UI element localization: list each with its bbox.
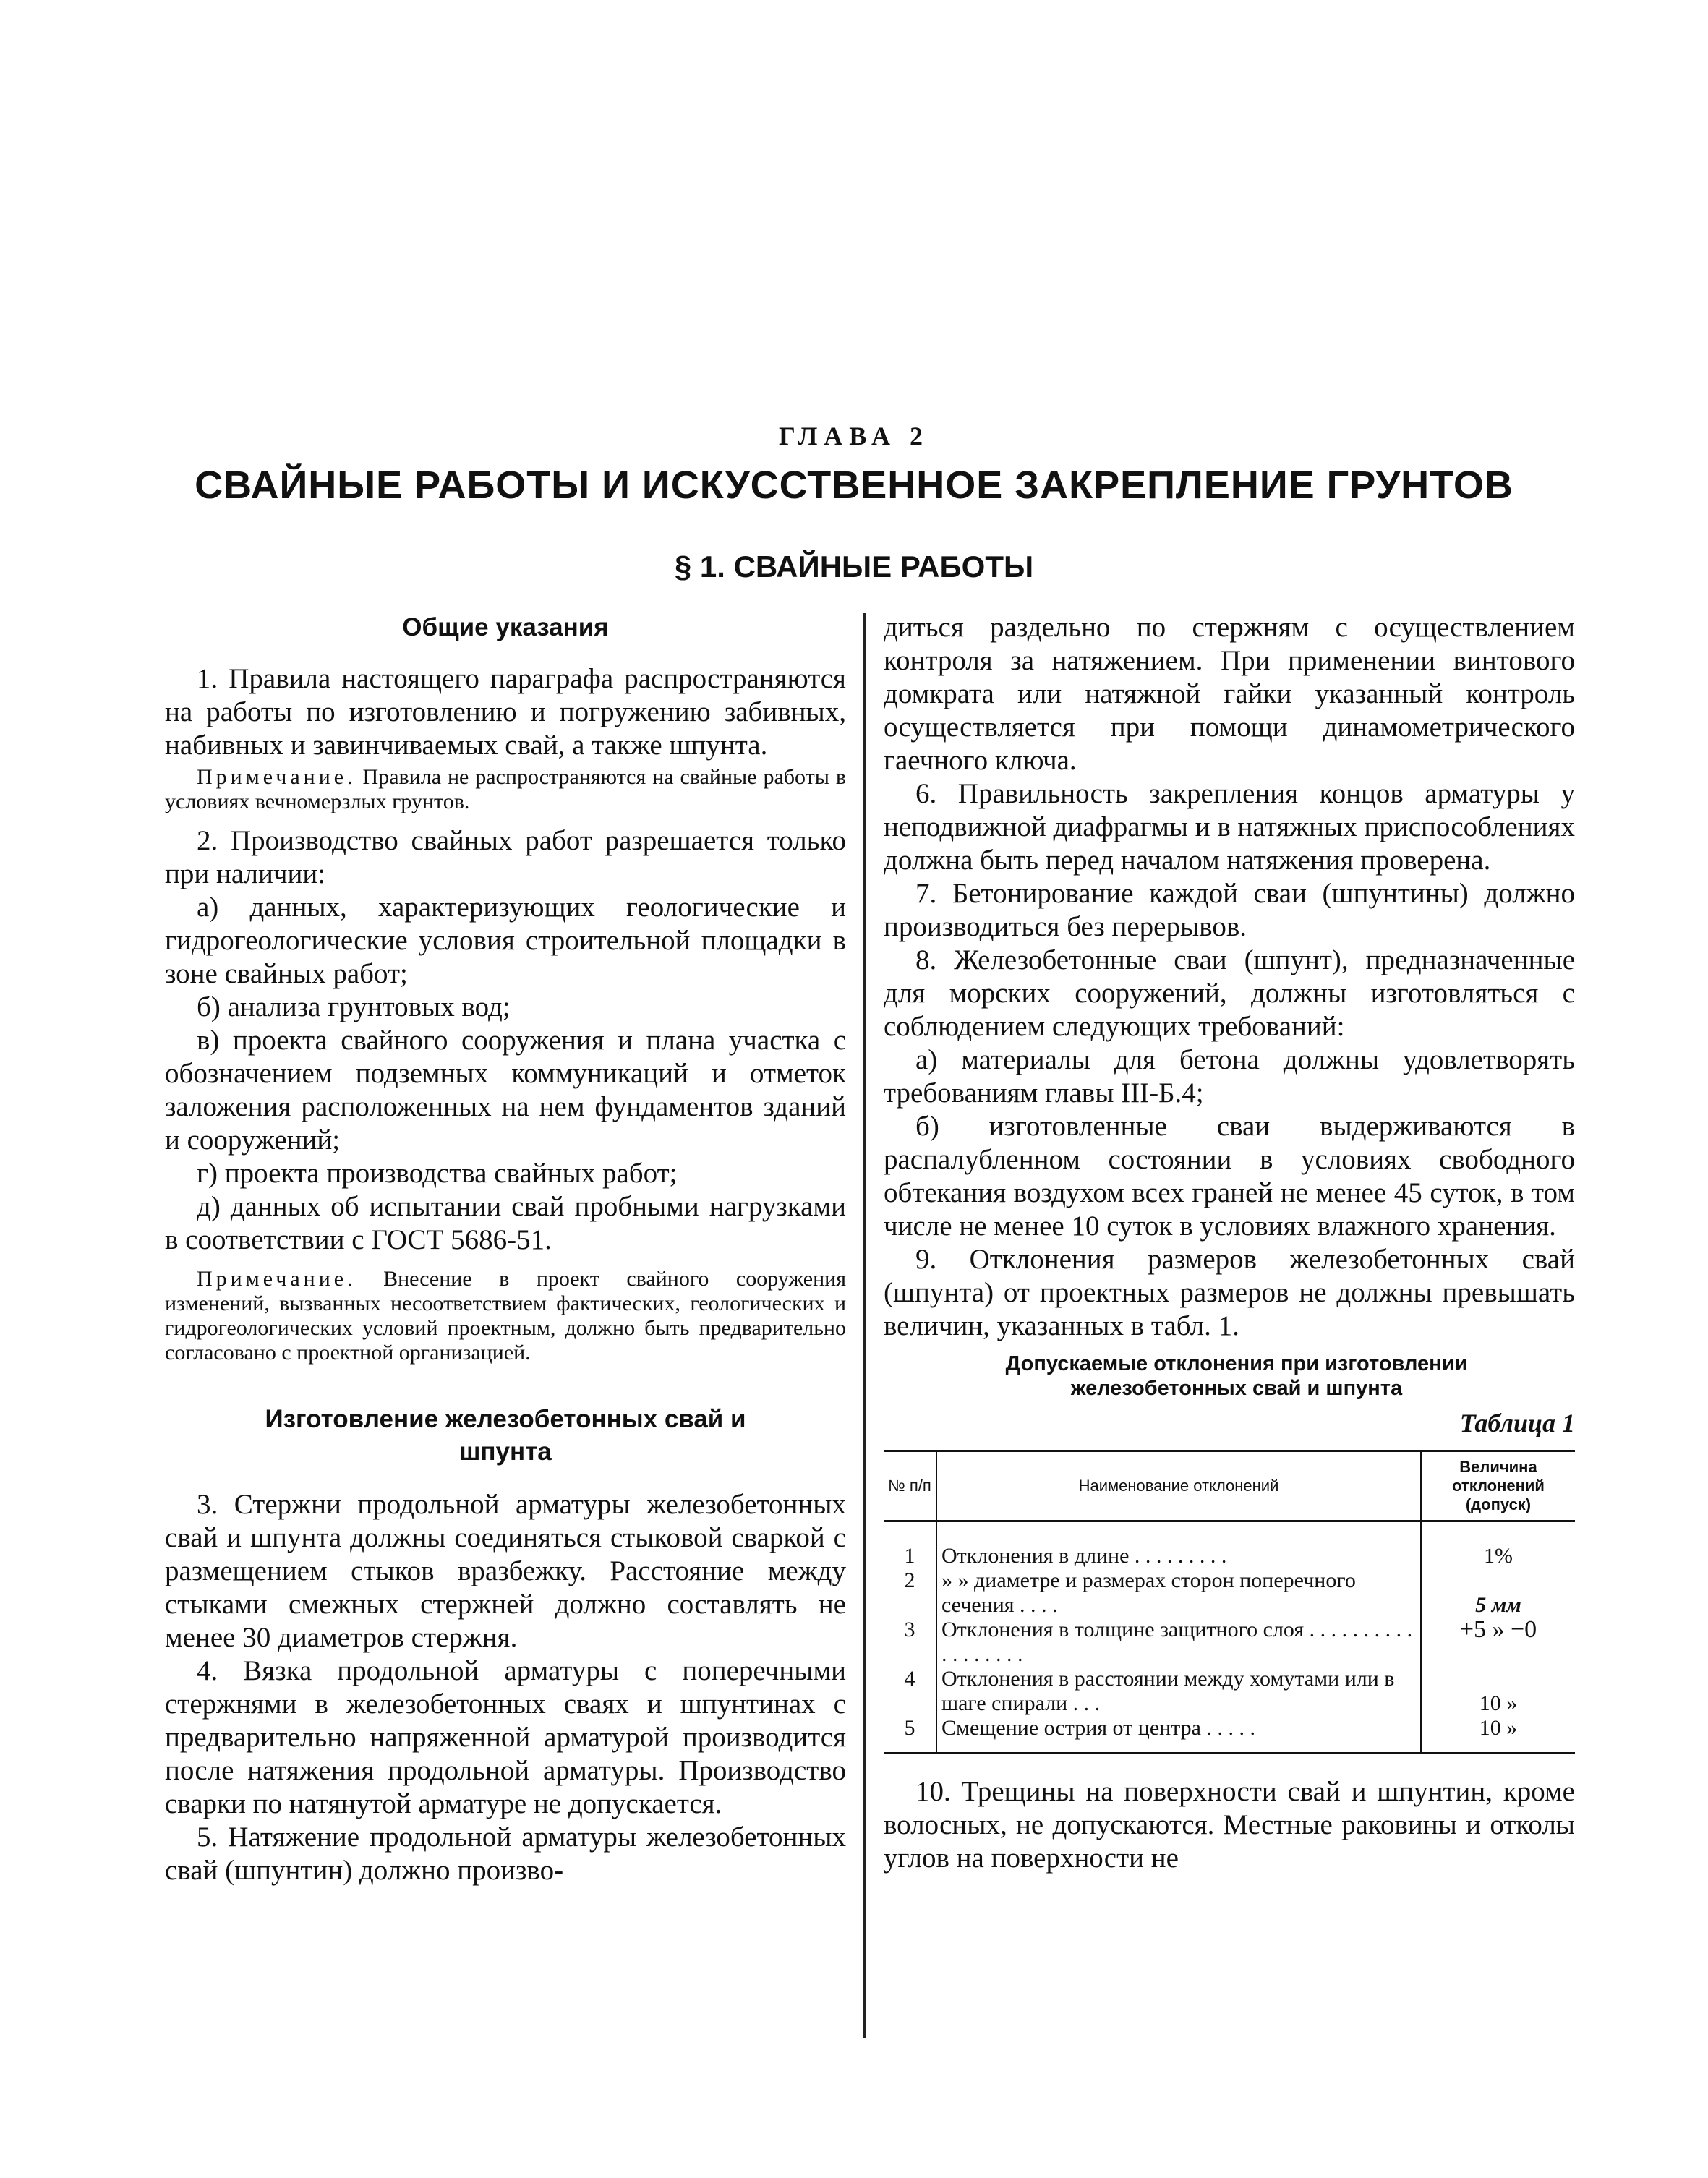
section-heading: § 1. СВАЙНЫЕ РАБОТЫ [674,550,1034,584]
row-value: 5 мм [1475,1593,1521,1617]
paragraph-7: 7. Бетонирование каждой сваи (шпунтины) должно производиться без перерывов. [884,878,1575,942]
paragraph-8b: б) изготовленные сваи выдерживаются в распалубленном состоянии в условиях свободного обтекания воздухом всех граней не менее 45 суток, в том числе не менее 10 суток в условиях влажного хранения. [884,1111,1575,1242]
paragraph-5: 5. Натяжение продольной арматуры железобетонных свай (шпунтин) должно произво- [165,1822,846,1886]
paragraph-9: 9. Отклонения размеров железобетонных свай (шпунта) от проектных размеров не должны превышать величин, указанных в табл. 1. [884,1244,1575,1341]
right-column [884,611,1575,1875]
row-description: Смещение острия от центра . . . . . [936,1716,1421,1753]
left-column [165,611,846,1887]
row-value: 10 » [1479,1691,1518,1715]
row-number: 3 [884,1618,936,1667]
note-text: Внесение в проект свайного сооружения изменений, вызванных несоответствием фактических, геологических и гидрогеологических условий проектным, должно быть предварительно согласовано с проектной организацией. [165,1267,846,1365]
chapter-title: СВАЙНЫЕ РАБОТЫ И ИСКУССТВЕННОЕ ЗАКРЕПЛЕНИЕ ГРУНТОВ [195,464,1513,507]
row-description: Отклонения в длине . . . . . . . . . [936,1521,1421,1569]
row-number: 2 [884,1568,936,1618]
row-value: 1% [1484,1544,1513,1568]
note-1 [165,765,846,814]
row-number: 1 [884,1521,936,1569]
table-row [884,1667,1575,1716]
row-number: 4 [884,1667,936,1716]
subheading-manufacturing: Изготовление железобетонных свай и шпунта [265,1405,746,1466]
row-description: Отклонения в толщине защитного слоя . . . . . . . . . . . . . . . . . . [936,1618,1421,1667]
paragraph-1: 1. Правила настоящего параграфа распространяются на работы по изготовлению и погружению забивных, набивных и завинчиваемых свай, а также шпунта. [165,663,846,761]
table-row [884,1568,1575,1618]
note-label: Примечание. [197,765,356,789]
row-number: 5 [884,1716,936,1753]
paragraph-2d: г) проекта производства свайных работ; [197,1158,678,1189]
table-header-row [884,1451,1575,1521]
chapter-heading: ГЛАВА 2 [778,422,930,450]
column-divider [863,613,866,2038]
deviations-table [884,1450,1575,1754]
paragraph-2a: а) данных, характеризующих геологические и гидрогеологические условия строительной площадки в зоне свайных работ; [165,892,846,989]
note-label: Примечание. [197,1267,356,1291]
header-number: № п/п [884,1451,936,1521]
row-description: Отклонения в расстоянии между хомутами или в шаге спирали . . . [936,1667,1421,1716]
row-description: » » диаметре и размерах сторон поперечного сечения . . . . [936,1568,1421,1618]
paragraph-2b: б) анализа грунтовых вод; [197,991,511,1022]
table-number: Таблица 1 [1459,1409,1575,1438]
paragraph-2e: д) данных об испытании свай пробными нагрузками в соответствии с ГОСТ 5686-51. [165,1191,846,1255]
paragraph-3: 3. Стержни продольной арматуры железобетонных свай и шпунта должны соединяться стыковой сваркой с размещением стыков вразбежку. Расстояние между стыками смежных стержней должно составлять не менее 30 диаметров стержня. [165,1489,846,1653]
header-deviation: Наименование отклонений [936,1451,1421,1521]
table-row [884,1618,1575,1667]
note-2 [165,1267,846,1365]
paragraph-4: 4. Вязка продольной арматуры с поперечными стержнями в железобетонных сваях и шпунтинах с предварительно напряженной арматурой производится после натяжения продольной арматуры. Производство сварки по натянутой арматуре не допускается. [165,1655,846,1819]
subheading-general: Общие указания [402,613,609,641]
table-row [884,1521,1575,1569]
header-tolerance: Величина отклонений (допуск) [1421,1451,1575,1521]
row-value: +5 » −0 [1459,1616,1537,1643]
paragraph-8: 8. Железобетонные сваи (шпунт), предназначенные для морских сооружений, должны изготовляться с соблюдением следующих требований: [884,944,1575,1042]
paragraph-8a: а) материалы для бетона должны удовлетворять требованиям главы III-Б.4; [884,1044,1575,1109]
table-caption: Допускаемые отклонения при изготовлении железобетонных свай и шпунта [1005,1352,1468,1400]
row-value: 10 » [1421,1716,1575,1753]
paragraph-2c: в) проекта свайного сооружения и плана участка с обозначением подземных коммуникаций и отметок заложения расположенных на нем фундаментов зданий и сооружений; [165,1025,846,1156]
table-row [884,1716,1575,1753]
note-text: Правила не распространяются на свайные работы в условиях вечномерзлых грунтов. [165,765,846,813]
paragraph-2: 2. Производство свайных работ разрешается только при наличии: [165,825,846,889]
paragraph-10: 10. Трещины на поверхности свай и шпунтин, кроме волосных, не допускаются. Местные раковины и отколы углов на поверхности не [884,1776,1575,1874]
paragraph-6: 6. Правильность закрепления концов арматуры у неподвижной диафрагмы и в натяжных приспособлениях должна быть перед началом натяжения проверена. [884,778,1575,876]
paragraph-5-continued: диться раздельно по стержням с осуществлением контроля за натяжением. При применении винтового домкрата или натяжной гайки указанный контроль осуществляется при помощи динамометрического гаечного ключа. [884,612,1575,776]
